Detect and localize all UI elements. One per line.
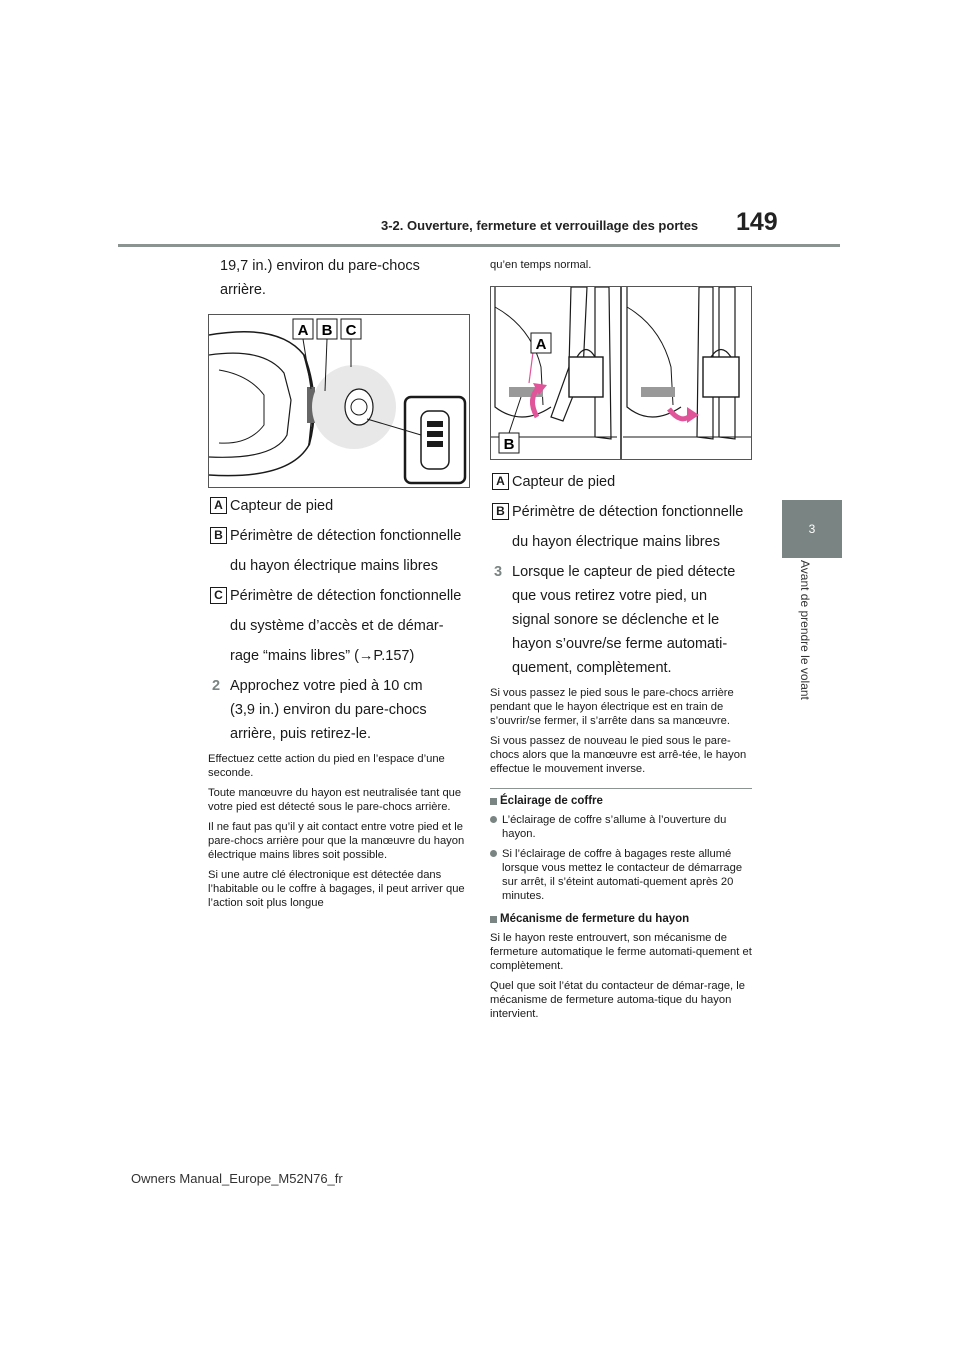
legend-c: C Périmètre de détection fonctionnelle du système d’accès et de démar- rage “mains libres” (→P.157): [208, 584, 470, 668]
rear-bumper-illustration: [209, 315, 469, 487]
footer-doc-id: Owners Manual_Europe_M52N76_fr: [131, 1171, 343, 1186]
note: Il ne faut pas qu’il y ait contact entre votre pied et le pare-chocs arrière pour que la manœuvre du hayon électrique mains libres soit possible.: [208, 821, 465, 861]
note: Si vous passez le pied sous le pare-chocs arrière pendant que le hayon électrique est en train de s’ouvrir/se fermer, il s’arrête dans sa manœuvre.: [490, 687, 734, 727]
legend-a: A Capteur de pied: [208, 494, 470, 518]
legend-letter-b: B: [492, 503, 509, 520]
paragraph: Quel que soit l’état du contacteur de démar-rage, le mécanisme de fermeture automa-tique du hayon intervient.: [490, 980, 745, 1020]
legend-b: B Périmètre de détection fonctionnelle du hayon électrique mains libres: [208, 524, 470, 578]
step-3: 3 Lorsque le capteur de pied détecte que vous retirez votre pied, un signal sonore se déclenche et le hayon s’ouvre/se ferme automati- quement, complètement.: [490, 560, 752, 680]
legend-letter-a: A: [210, 497, 227, 514]
bag-right: [703, 357, 739, 397]
continuation-line-2: arrière.: [220, 282, 266, 298]
right-column: [490, 254, 752, 1021]
paragraph: Si le hayon reste entrouvert, son mécanisme de fermeture automatique le ferme automati-quement et complètement.: [490, 932, 752, 972]
foot-movement-illustration: [491, 287, 751, 459]
figure-label-b: B: [503, 436, 515, 453]
section-divider: [490, 788, 752, 789]
bullet-item: Si l’éclairage de coffre à bagages reste allumé lorsque vous mettez le contacteur de démarrage sur arrêt, il s’éteint automati-quement après 20 minutes.: [490, 847, 752, 903]
page-number: 149: [736, 208, 778, 236]
note: Si une autre clé électronique est détectée dans l’habitable ou le coffre à bagages, il peut arriver que l’action soit plus longue: [208, 869, 465, 909]
bullet-dot-icon: [490, 816, 497, 823]
figure-label-a: A: [535, 336, 547, 353]
figure-label-c: C: [345, 322, 357, 339]
legend-letter-c: C: [210, 587, 227, 604]
legend-a: A Capteur de pied: [490, 470, 752, 494]
continuation: qu’en temps normal.: [490, 259, 592, 271]
figure-foot-movement: [490, 286, 752, 460]
step-2: 2 Approchez votre pied à 10 cm (3,9 in.) environ du pare-chocs arrière, puis retirez-le.: [208, 674, 470, 746]
continuation-line-1: 19,7 in.) environ du pare-chocs: [220, 258, 420, 274]
subhead-eclairage: Éclairage de coffre: [490, 795, 752, 807]
left-column: [208, 254, 470, 910]
note: Effectuez cette action du pied en l’espace d’une seconde.: [208, 753, 445, 779]
legend-b: B Périmètre de détection fonctionnelle du hayon électrique mains libres: [490, 500, 752, 554]
legend-letter-a: A: [492, 473, 509, 490]
bullet-dot-icon: [490, 850, 497, 857]
bag-left: [569, 357, 603, 397]
section-title: 3-2. Ouverture, fermeture et verrouillage des portes: [381, 218, 699, 233]
step-number: 2: [212, 678, 221, 694]
figure-label-b: B: [321, 322, 333, 339]
figure-label-a: A: [297, 322, 309, 339]
subhead-mecanisme: Mécanisme de fermeture du hayon: [490, 913, 752, 925]
chapter-label: Avant de prendre le volant: [798, 560, 812, 700]
chapter-tab: 3: [782, 500, 842, 558]
figure-rear-bumper-top-view: [208, 314, 470, 488]
step-number: 3: [494, 564, 503, 580]
header-rule: [118, 244, 840, 247]
note: Si vous passez de nouveau le pied sous le pare-chocs alors que la manœuvre est arrê-tée, le hayon effectue le mouvement inverse.: [490, 735, 747, 775]
legend-letter-b: B: [210, 527, 227, 544]
note: Toute manœuvre du hayon est neutralisée tant que votre pied est détecté sous le pare-chocs arrière.: [208, 787, 462, 813]
bullet-item: L’éclairage de coffre s’allume à l’ouverture du hayon.: [490, 813, 752, 841]
